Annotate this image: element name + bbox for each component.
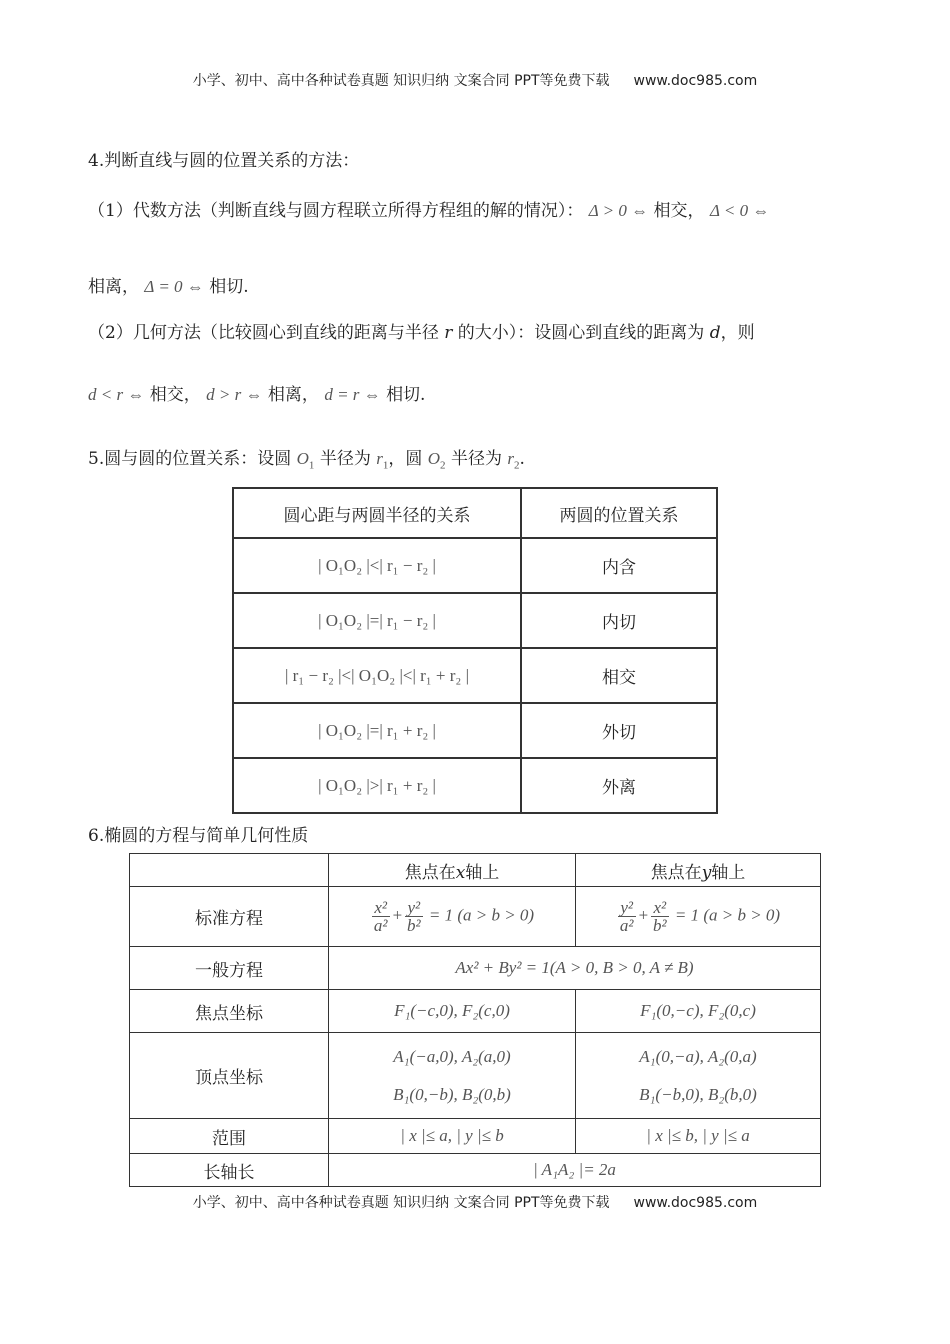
relation-cell: 内切 — [521, 593, 717, 648]
table-header-row — [130, 854, 821, 887]
separate-label: 相离， — [88, 277, 139, 297]
delta-gt-expr: Δ > 0 ⇔ — [588, 201, 649, 220]
condition-cell: | O₁O₂ |>| r₁ + r₂ | — [233, 758, 521, 813]
para1-text: （1）代数方法（判断直线与圆方程联立所得方程组的解的情况）： — [88, 201, 584, 221]
general-eq: Ax² + By² = 1(A > 0, B > 0, A ≠ B) — [329, 947, 821, 990]
table-row — [233, 703, 717, 758]
label-cell: 顶点坐标 — [130, 1033, 329, 1119]
section5-title-a: 5.圆与圆的位置关系：设圆 — [88, 449, 292, 469]
condition-cell: | O₁O₂ |<| r₁ − r₂ | — [233, 538, 521, 593]
section6-title: 6.椭圆的方程与简单几何性质 — [88, 826, 309, 846]
var-d: d — [709, 323, 721, 343]
label-cell: 一般方程 — [130, 947, 329, 990]
para2-text-a: （2）几何方法（比较圆心到直线的距离与半径 — [88, 323, 439, 343]
ellipse-properties-table — [129, 853, 821, 1187]
separate-label-2: 相离， — [267, 385, 319, 405]
table-row — [233, 648, 717, 703]
condition-cell: | O₁O₂ |=| r₁ − r₂ | — [233, 593, 521, 648]
label-cell: 范围 — [130, 1119, 329, 1154]
standard-eq-y: $\frac{\text{y²}}{\text{a²}}$ + $\frac{\text{x²}}{\text{b²}}$ = 1 (a > b > 0) — [576, 887, 821, 947]
r1-symbol: $r_1$ — [376, 449, 389, 472]
page-footer — [0, 1192, 950, 1212]
circle-relation-table — [232, 487, 718, 814]
range-y: | x |≤ b, | y |≤ a — [576, 1119, 821, 1154]
section4-para1 — [88, 196, 888, 221]
table-row — [233, 758, 717, 813]
period: . — [519, 449, 525, 469]
header-text: 小学、初中、高中各种试卷真题 知识归纳 文案合同 PPT等免费下载 — [192, 73, 610, 89]
header-y-axis: 焦点在y轴上 — [576, 854, 821, 887]
footer-text: 小学、初中、高中各种试卷真题 知识归纳 文案合同 PPT等免费下载 — [192, 1195, 610, 1211]
table-row — [233, 538, 717, 593]
comma-circle: ，圆 — [388, 449, 423, 469]
section4-para2-cont — [88, 380, 425, 405]
table-header-row — [233, 488, 717, 538]
intersect-label: 相交， — [653, 201, 705, 221]
O1-symbol: $O_1$ — [296, 449, 315, 472]
section4-para1-cont — [88, 272, 249, 297]
header-relation: 两圆的位置关系 — [521, 488, 717, 538]
delta-eq-expr: Δ = 0 ⇔ — [144, 277, 204, 296]
d-lt-r-expr: d < r ⇔ — [88, 385, 145, 404]
condition-cell: | r₁ − r₂ |<| O₁O₂ |<| r₁ + r₂ | — [233, 648, 521, 703]
header-empty — [130, 854, 329, 887]
label-cell: 标准方程 — [130, 887, 329, 947]
tangent-label: 相切. — [209, 277, 249, 297]
O2-symbol: $O_2$ — [427, 449, 446, 472]
radius-label-1: 半径为 — [319, 449, 371, 469]
section5-title — [88, 444, 525, 471]
r2-symbol: $r_2$ — [507, 449, 520, 472]
row-major-axis — [130, 1154, 821, 1187]
delta-lt-expr: Δ < 0 ⇔ — [709, 201, 770, 220]
header-url[interactable]: www.doc985.com — [633, 73, 758, 89]
d-gt-r-expr: d > r ⇔ — [206, 385, 263, 404]
section4-para2 — [88, 318, 878, 343]
vertices-y: A₁(0,−a), A₂(0,a) B₁(−b,0), B₂(b,0) — [576, 1033, 821, 1119]
para2-text-c: ，则 — [720, 323, 755, 343]
var-r: r — [444, 323, 453, 343]
row-standard-equation — [130, 887, 821, 947]
page-header — [0, 70, 950, 90]
d-eq-r-expr: d = r ⇔ — [324, 385, 381, 404]
radius-label-2: 半径为 — [450, 449, 502, 469]
foci-x: F₁(−c,0), F₂(c,0) — [329, 990, 576, 1033]
relation-cell: 内含 — [521, 538, 717, 593]
range-x: | x |≤ a, | y |≤ b — [329, 1119, 576, 1154]
standard-eq-x: $\frac{\text{x²}}{\text{a²}}$ + $\frac{\text{y²}}{\text{b²}}$ = 1 (a > b > 0) — [329, 887, 576, 947]
relation-cell: 外切 — [521, 703, 717, 758]
row-general-equation — [130, 947, 821, 990]
row-vertices — [130, 1033, 821, 1119]
relation-cell: 相交 — [521, 648, 717, 703]
foci-y: F₁(0,−c), F₂(0,c) — [576, 990, 821, 1033]
label-cell: 焦点坐标 — [130, 990, 329, 1033]
table-row — [233, 593, 717, 648]
vertices-x: A₁(−a,0), A₂(a,0) B₁(0,−b), B₂(0,b) — [329, 1033, 576, 1119]
para2-text-b: 的大小）：设圆心到直线的距离为 — [457, 323, 705, 343]
header-condition: 圆心距与两圆半径的关系 — [233, 488, 521, 538]
intersect-label-2: 相交， — [149, 385, 201, 405]
relation-cell: 外离 — [521, 758, 717, 813]
tangent-label-2: 相切. — [386, 385, 426, 405]
label-cell: 长轴长 — [130, 1154, 329, 1187]
row-foci — [130, 990, 821, 1033]
footer-url[interactable]: www.doc985.com — [633, 1195, 758, 1211]
major-axis-value: | A₁A₂ |= 2a — [329, 1154, 821, 1187]
row-range — [130, 1119, 821, 1154]
header-x-axis: 焦点在x轴上 — [329, 854, 576, 887]
condition-cell: | O₁O₂ |=| r₁ + r₂ | — [233, 703, 521, 758]
section4-title: 4.判断直线与圆的位置关系的方法： — [88, 151, 360, 171]
